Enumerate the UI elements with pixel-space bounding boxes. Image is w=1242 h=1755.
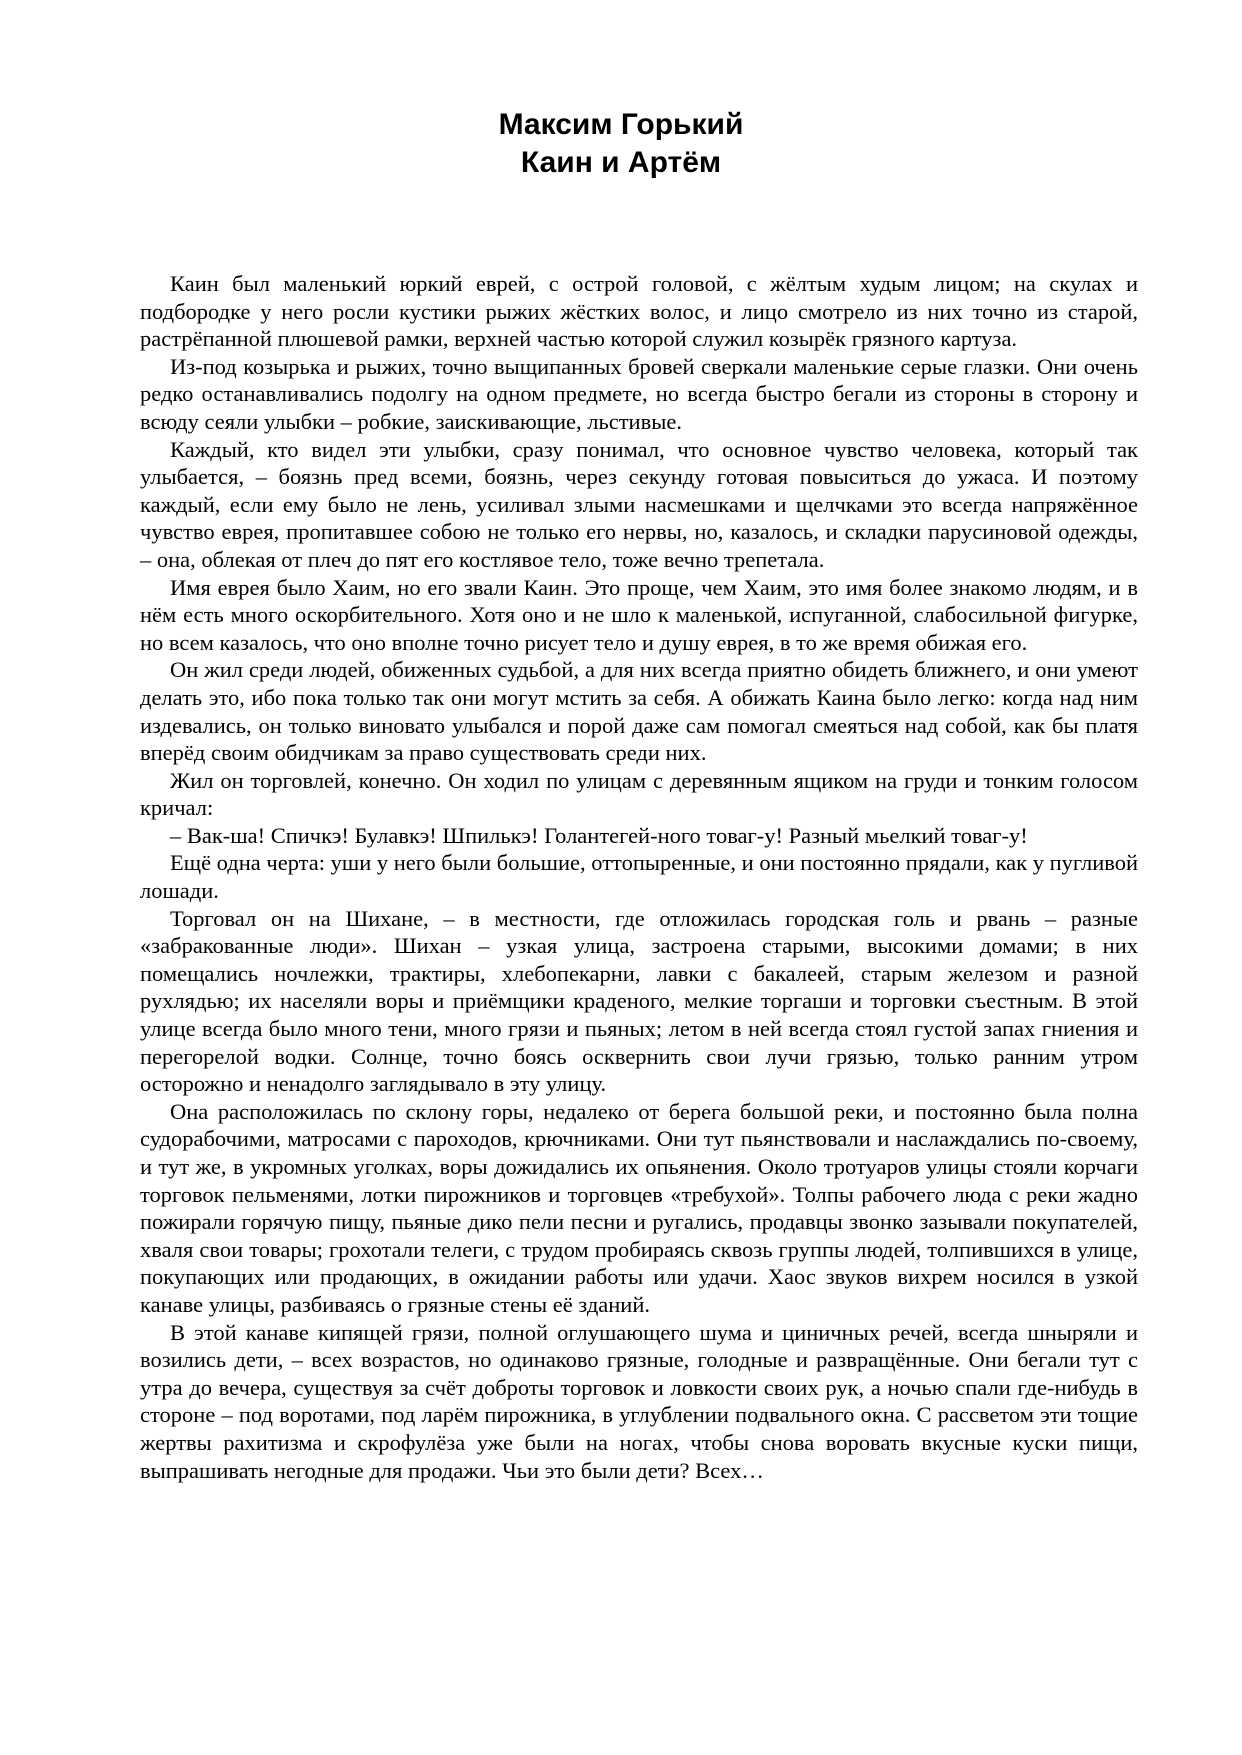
paragraph: Торговал он на Шихане, – в местности, где отложилась городская голь и рвань – разные «забракованные люди». Шихан – узкая улица, застроена старыми, высокими домами; в них помещались ночлежки, трактиры, хлебопекарни, лавки с бакалеей, старым железом и разной рухлядью; их населяли воры и приёмщики краденого, мелкие торгаши и торговки съестным. В этой улице всегда было много тени, много грязи и пьяных; летом в ней всегда стоял густой запах гниения и перегорелой водки. Солнце, точно боясь осквернить свои лучи грязью, только ранним утром осторожно и ненадолго заглядывало в эту улицу.: [140, 905, 1138, 1097]
paragraph: Он жил среди людей, обиженных судьбой, а для них всегда приятно обидеть ближнего, и они умеют делать это, ибо пока только так они могут мстить за себя. А обижать Каина было легко: когда над ним издевались, он только виновато улыбался и порой даже сам помогал смеяться над собой, как бы платя вперёд своим обидчикам за право существовать среди них.: [140, 657, 1138, 766]
body-text: [140, 270, 1138, 1484]
author-name: Максим Горький: [498, 108, 744, 141]
paragraph: Имя еврея было Хаим, но его звали Каин. Это проще, чем Хаим, это имя более знакомо людям, и в нём есть много оскорбительного. Хотя оно и не шло к маленькой, испуганной, слабосильной фигурке, но всем казалось, что оно вполне точно рисует тело и душу еврея, в то же время обижая его.: [140, 574, 1138, 655]
paragraph: В этой канаве кипящей грязи, полной оглушающего шума и циничных речей, всегда шныряли и возились дети, – всех возрастов, но одинаково грязные, голодные и развращённые. Они бегали тут с утра до вечера, существуя за счёт доброты торговок и ловкости своих рук, а ночью спали где-нибудь в стороне – под воротами, под ларём пирожника, в углублении подвального окна. С рассветом эти тощие жертвы рахитизма и скрофулёза уже были на ногах, чтобы снова воровать вкусные куски пищи, выпрашивать негодные для продажи. Чьи это были дети? Всех…: [140, 1319, 1138, 1483]
paragraph: Из-под козырька и рыжих, точно выщипанных бровей сверкали маленькие серые глазки. Они очень редко останавливались подолгу на одном предмете, но всегда быстро бегали из стороны в сторону и всюду сеяли улыбки – робкие, заискивающие, льстивые.: [140, 353, 1138, 434]
work-title: Каин и Артём: [520, 146, 722, 179]
paragraph: Она расположилась по склону горы, недалеко от берега большой реки, и постоянно была полна судорабочими, матросами с пароходов, крючниками. Они тут пьянствовали и наслаждались по-своему, и тут же, в укромных уголках, воры дожидались их опьянения. Около тротуаров улицы стояли корчаги торговок пельменями, лотки пирожников и торговцев «требухой». Толпы рабочего люда с реки жадно пожирали горячую пищу, пьяные дико пели песни и ругались, продавцы звонко зазывали покупателей, хваля свои товары; грохотали телеги, с трудом пробираясь сквозь группы людей, толпившихся в улице, покупающих или продающих, в ожидании работы или удачи. Хаос звуков вихрем носился в узкой канаве улицы, разбиваясь о грязные стены её зданий.: [140, 1098, 1138, 1317]
paragraph: Жил он торговлей, конечно. Он ходил по улицам с деревянным ящиком на груди и тонким голосом кричал:: [140, 767, 1138, 821]
dialogue-line: – Вак-ша! Спичкэ! Булавкэ! Шпилькэ! Голантегей-ного товаг-у! Разный мьелкий товаг-у!: [170, 822, 1028, 848]
paragraph: Каждый, кто видел эти улыбки, сразу понимал, что основное чувство человека, который так улыбается, – боязнь пред всеми, боязнь, через секунду готовая повыситься до ужаса. И поэтому каждый, если ему было не лень, усиливал злыми насмешками и щелчками это всегда напряжённое чувство еврея, пропитавшее собою не только его нервы, но, казалось, и складки парусиновой одежды, – она, облекая от плеч до пят его костлявое тело, тоже вечно трепетала.: [140, 436, 1138, 572]
paragraph: Ещё одна черта: уши у него были большие, оттопыренные, и они постоянно прядали, как у пугливой лошади.: [140, 850, 1138, 904]
title-block: [0, 106, 1242, 182]
paragraph: Каин был маленький юркий еврей, с острой головой, с жёлтым худым лицом; на скулах и подбородке у него росли кустики рыжих жёстких волос, и лицо смотрело из них точно из старой, растрёпанной плюшевой рамки, верхней частью которой служил козырёк грязного картуза.: [140, 271, 1138, 352]
